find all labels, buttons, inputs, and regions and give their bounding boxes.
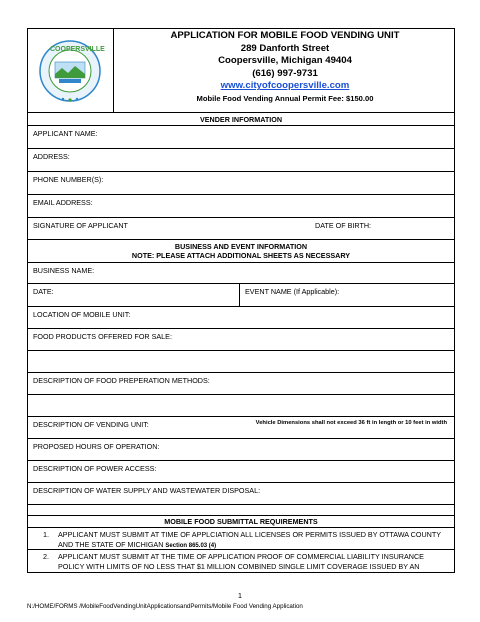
- title-block: [114, 29, 456, 104]
- requirement-text-line1: APPLICANT MUST SUBMIT AT THE TIME OF APPLICATION PROOF OF COMMERCIAL LIABILITY INSURANCE: [58, 552, 424, 561]
- hours-field[interactable]: [28, 438, 454, 460]
- business-heading-text: BUSINESS AND EVENT INFORMATION: [174, 242, 308, 251]
- page-number: 1: [237, 591, 243, 600]
- date-event-divider: [239, 284, 240, 306]
- city-state-zip: Coopersville, Michigan 49404: [218, 55, 352, 67]
- requirement-item: [28, 549, 454, 572]
- requirement-item: [28, 527, 454, 549]
- blank-spacer-row: [28, 504, 454, 515]
- requirement-text-line1: APPLICANT MUST SUBMIT AT TIME OF APPLCIATION ALL LICENSES OR PERMITS ISSUED BY OTTAWA COUNTY: [58, 530, 442, 539]
- date-of-birth-label: DATE OF BIRTH:: [315, 221, 372, 230]
- applicant-name-label: APPLICANT NAME:: [33, 129, 98, 138]
- vendor-section-heading: [28, 112, 454, 125]
- prep-methods-label: DESCRIPTION OF FOOD PREPERATION METHODS:: [33, 376, 210, 385]
- phone-numbers-label: PHONE NUMBER(S):: [33, 175, 104, 184]
- location-field[interactable]: [28, 306, 454, 328]
- business-section-heading: [28, 239, 454, 262]
- email-field[interactable]: [28, 194, 454, 217]
- vendor-heading-text: VENDER INFORMATION: [199, 115, 283, 124]
- logo-cell: [28, 29, 114, 112]
- prep-methods-field[interactable]: [28, 372, 454, 394]
- vehicle-dimensions-note: Vehicle Dimensions shall not exceed 36 ft in length or 10 feet in width: [255, 420, 447, 426]
- logo-text: COOPERSVILLE: [50, 46, 105, 53]
- application-form: [27, 28, 455, 573]
- applicant-name-field[interactable]: [28, 125, 454, 148]
- power-access-field[interactable]: [28, 460, 454, 482]
- business-name-field[interactable]: [28, 262, 454, 283]
- signature-row[interactable]: [28, 217, 454, 239]
- address-label: ADDRESS:: [33, 152, 70, 161]
- business-name-label: BUSINESS NAME:: [33, 266, 95, 275]
- date-label: DATE:: [33, 287, 54, 296]
- form-header: [28, 29, 454, 112]
- location-label: LOCATION OF MOBILE UNIT:: [33, 310, 131, 319]
- water-supply-label: DESCRIPTION OF WATER SUPPLY AND WASTEWATER DISPOSAL:: [33, 486, 261, 495]
- requirement-number: 1.: [43, 530, 49, 539]
- food-products-field[interactable]: [28, 328, 454, 350]
- food-products-extra-line[interactable]: [28, 350, 454, 372]
- city-seal-logo: [28, 29, 114, 112]
- email-label: EMAIL ADDRESS:: [33, 198, 93, 207]
- requirements-heading-text: MOBILE FOOD SUBMITTAL REQUIREMENTS: [164, 517, 318, 526]
- food-products-label: FOOD PRODUCTS OFFERED FOR SALE:: [33, 332, 172, 341]
- hours-label: PROPOSED HOURS OF OPERATION:: [33, 442, 160, 451]
- street-address: 289 Danforth Street: [240, 42, 330, 54]
- power-access-label: DESCRIPTION OF POWER ACCESS:: [33, 464, 157, 473]
- vending-unit-label: DESCRIPTION OF VENDING UNIT:: [33, 420, 149, 429]
- form-title: APPLICATION FOR MOBILE FOOD VENDING UNIT: [170, 30, 400, 41]
- requirements-section-heading: [28, 515, 454, 527]
- requirement-text-line2: POLICY WITH LIMITS OF NO LESS THAT $1 MILLION COMBINED SINGLE LIMIT COVERAGE ISSUED BY AN: [58, 562, 420, 572]
- website-link[interactable]: www.cityofcoopersville.com: [220, 80, 350, 92]
- requirement-number: 2.: [43, 552, 49, 561]
- address-field[interactable]: [28, 148, 454, 171]
- requirement-section-ref: Section 865.03 (4): [165, 543, 217, 550]
- phone-numbers-field[interactable]: [28, 171, 454, 194]
- business-note-text: NOTE: PLEASE ATTACH ADDITIONAL SHEETS AS NECESSARY: [131, 251, 351, 260]
- prep-methods-extra-line[interactable]: [28, 394, 454, 416]
- vending-unit-field[interactable]: [28, 416, 454, 438]
- phone-number: (616) 997-9731: [252, 67, 318, 79]
- requirement-text-line2: AND THE STATE OF MICHIGAN: [58, 540, 164, 550]
- file-path-footer: N:/HOME/FORMS /MobileFoodVendingUnitApplicationsandPermits/Mobile Food Vending Application: [27, 603, 303, 610]
- water-supply-field[interactable]: [28, 482, 454, 504]
- date-event-row[interactable]: [28, 283, 454, 306]
- permit-fee: Mobile Food Vending Annual Permit Fee: $150.00: [196, 93, 374, 103]
- event-name-label: EVENT NAME (If Applicable):: [245, 287, 340, 296]
- signature-label: SIGNATURE OF APPLICANT: [33, 221, 128, 230]
